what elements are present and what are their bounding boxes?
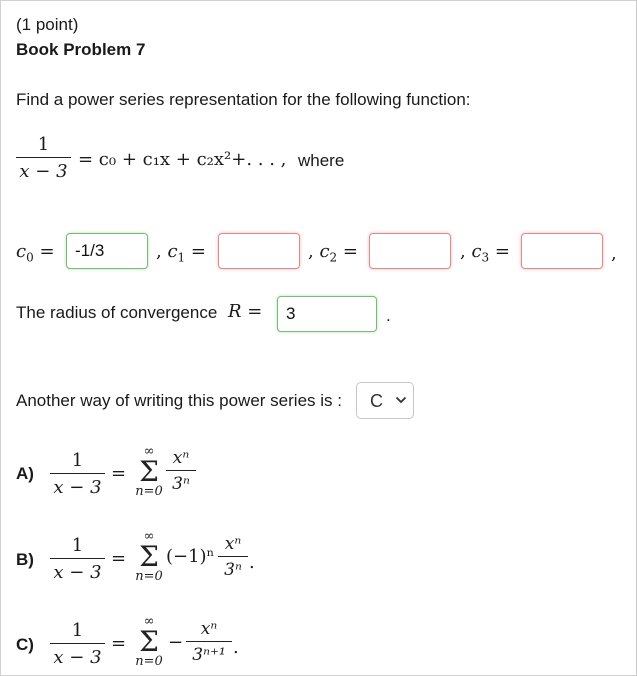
option-c-period: .: [233, 637, 239, 658]
option-b-sigma: ∞ Σ n=0: [135, 529, 163, 584]
option-b-period: .: [249, 552, 255, 573]
option-c-equals: =: [111, 633, 127, 654]
option-c-term: xⁿ 3ⁿ⁺¹: [186, 619, 232, 665]
where-label: where: [298, 151, 345, 170]
option-a-lhs: 1 x − 3: [50, 450, 105, 498]
trailing-comma: ,: [611, 243, 617, 264]
problem-prompt: Find a power series representation for the following function:: [16, 90, 471, 109]
option-b-equals: =: [111, 548, 127, 569]
option-a-sigma: ∞ Σ n=0: [135, 444, 163, 499]
option-c-sign: −: [168, 632, 184, 653]
points-label: (1 point): [16, 15, 79, 34]
option-c-sigma: ∞ Σ n=0: [135, 614, 163, 669]
chevron-down-icon: [395, 396, 407, 404]
series-expression: = c₀ + c₁x + c₂x²+. . . ,: [78, 149, 287, 170]
another-way-label: Another way of writing this power series is :: [16, 391, 342, 410]
function-denominator: x − 3: [19, 161, 68, 182]
option-c-lhs: 1 x − 3: [50, 620, 105, 668]
coeff-c3-label: , $c_3$ =: [460, 241, 510, 265]
radius-period: .: [386, 306, 391, 325]
option-a-term: xⁿ 3ⁿ: [166, 448, 196, 494]
option-c-letter: C): [16, 635, 34, 654]
coeff-c0-label: $c_0$ =: [16, 241, 55, 265]
c3-input[interactable]: [521, 233, 603, 269]
c0-input[interactable]: -1/3: [66, 233, 148, 269]
option-b-sign: (−1)ⁿ: [166, 546, 215, 567]
radius-variable: R =: [228, 301, 263, 322]
c2-input[interactable]: [369, 233, 451, 269]
answer-select-value: C: [370, 391, 383, 411]
option-b-lhs: 1 x − 3: [50, 535, 105, 583]
option-a-letter: A): [16, 464, 34, 483]
option-b-term: xⁿ 3ⁿ: [218, 534, 248, 580]
coeff-c2-label: , $c_2$ =: [308, 241, 358, 265]
radius-input[interactable]: 3: [277, 296, 377, 332]
option-b-letter: B): [16, 550, 34, 569]
problem-title: Book Problem 7: [16, 40, 146, 59]
function-numerator: 1: [37, 134, 50, 155]
answer-select[interactable]: [356, 382, 414, 419]
function-fraction: [16, 134, 71, 182]
coeff-c1-label: , $c_1$ =: [156, 241, 206, 265]
radius-label: The radius of convergence: [16, 303, 218, 322]
c1-input[interactable]: [218, 233, 300, 269]
option-a-equals: =: [111, 463, 127, 484]
